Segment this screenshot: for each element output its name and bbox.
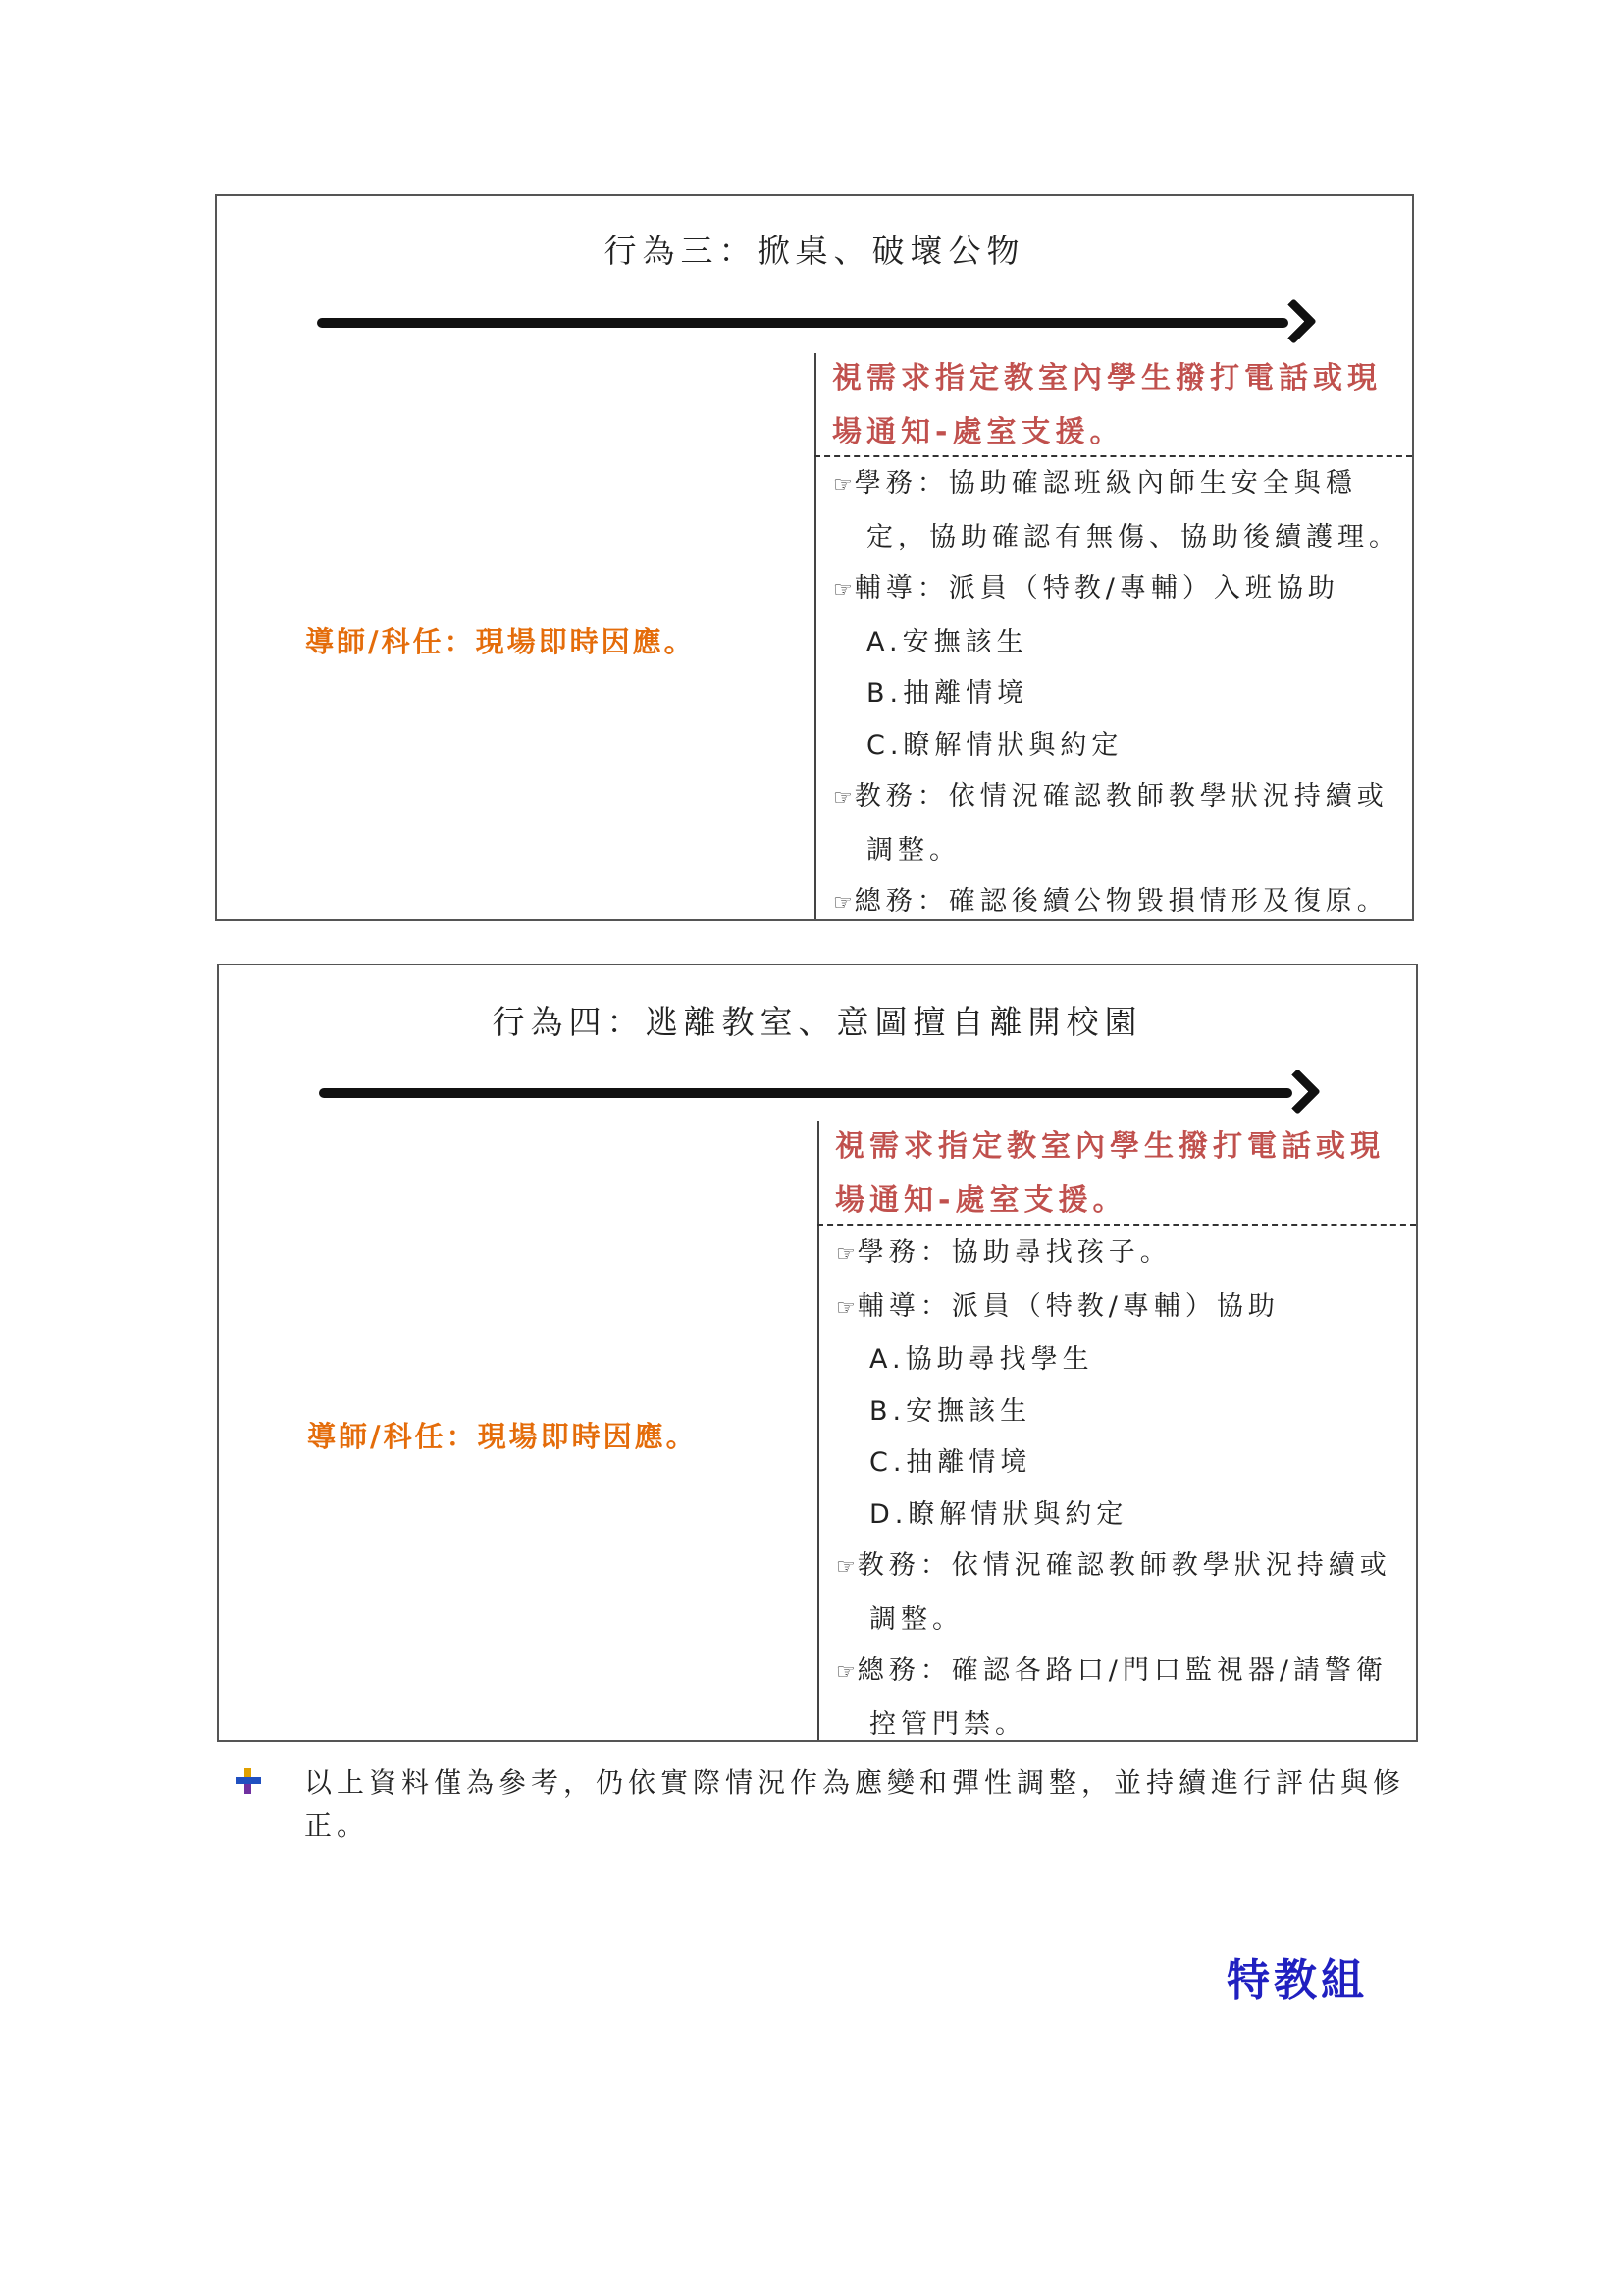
disclaimer-note: 以上資料僅為參考，仍依實際情況作為應變和彈性調整，並持續進行評估與修正。 bbox=[304, 1766, 1406, 1842]
list-item bbox=[833, 720, 1400, 772]
arrow-right-icon bbox=[319, 1088, 1292, 1098]
signature: 特教組 bbox=[1227, 1956, 1368, 2006]
list-item-text: C.抽離情境 bbox=[869, 1447, 1032, 1478]
list-item bbox=[833, 668, 1400, 720]
list-item-text: 教務：依情況確認教師教學狀況持續或 bbox=[854, 781, 1388, 811]
behavior-four-box bbox=[217, 964, 1418, 1742]
list-item-text: C.瞭解情狀與約定 bbox=[866, 729, 1124, 760]
list-item bbox=[836, 1699, 1391, 1751]
column-divider bbox=[814, 353, 816, 919]
list-item bbox=[836, 1540, 1391, 1594]
list-item bbox=[836, 1594, 1391, 1646]
list-item bbox=[836, 1489, 1391, 1541]
behavior-three-box bbox=[215, 194, 1414, 921]
list-item-text: 調整。 bbox=[866, 834, 961, 865]
arrow-right-icon bbox=[317, 318, 1288, 328]
pointing-hand-icon: ☞ bbox=[836, 1555, 856, 1580]
pointing-hand-icon: ☞ bbox=[836, 1242, 856, 1267]
action-list bbox=[836, 1227, 1391, 1750]
plus-bullet-icon bbox=[234, 1766, 263, 1796]
section-title: 行為四：逃離教室、意圖擅自離開校園 bbox=[492, 1003, 1143, 1041]
pointing-hand-icon: ☞ bbox=[836, 1660, 856, 1685]
list-item-text: 學務：協助尋找孩子。 bbox=[857, 1237, 1172, 1268]
list-item-text: 總務：確認各路口/門口監視器/請警衛 bbox=[857, 1655, 1388, 1686]
list-item bbox=[836, 1437, 1391, 1489]
list-item bbox=[836, 1281, 1391, 1335]
teacher-response-label: 導師/科任：現場即時因應。 bbox=[307, 1420, 698, 1453]
list-item-text: 調整。 bbox=[869, 1603, 964, 1635]
list-item bbox=[836, 1645, 1391, 1699]
list-item-text: 定，協助確認有無傷、協助後續護理。 bbox=[866, 521, 1400, 552]
list-item-text: 輔導：派員（特教/專輔）協助 bbox=[857, 1290, 1280, 1322]
header-line: 視需求指定教室內學生撥打電話或現 bbox=[835, 1129, 1385, 1164]
list-item-text: 總務：確認後續公物毀損情形及復原。 bbox=[854, 886, 1388, 916]
action-list bbox=[833, 458, 1400, 930]
list-item bbox=[833, 458, 1400, 512]
list-item-text: 輔導：派員（特教/專輔）入班協助 bbox=[854, 573, 1339, 603]
list-item-text: 教務：依情況確認教師教學狀況持續或 bbox=[857, 1550, 1391, 1581]
list-item-text: 控管門禁。 bbox=[869, 1708, 1026, 1740]
list-item bbox=[833, 876, 1400, 930]
list-item bbox=[833, 617, 1400, 669]
list-item-text: B.抽離情境 bbox=[866, 678, 1029, 708]
support-header bbox=[832, 351, 1382, 459]
list-item bbox=[833, 563, 1400, 617]
list-item-text: A.安撫該生 bbox=[866, 626, 1028, 657]
list-item-text: 學務：協助確認班級內師生安全與穩 bbox=[854, 468, 1357, 498]
list-item bbox=[836, 1386, 1391, 1438]
list-item bbox=[833, 512, 1400, 564]
header-line: 場通知-處室支援。 bbox=[835, 1183, 1127, 1218]
pointing-hand-icon: ☞ bbox=[833, 891, 853, 915]
list-item bbox=[836, 1334, 1391, 1386]
pointing-hand-icon: ☞ bbox=[833, 473, 853, 497]
dashed-divider bbox=[814, 455, 1412, 457]
section-title: 行為三：掀桌、破壞公物 bbox=[603, 232, 1025, 270]
column-divider bbox=[817, 1121, 819, 1740]
header-line: 場通知-處室支援。 bbox=[832, 415, 1125, 449]
dashed-divider bbox=[817, 1224, 1416, 1226]
list-item bbox=[833, 825, 1400, 877]
list-item bbox=[836, 1227, 1391, 1281]
support-header bbox=[835, 1120, 1385, 1227]
pointing-hand-icon: ☞ bbox=[836, 1295, 856, 1321]
list-item-text: D.瞭解情狀與約定 bbox=[869, 1498, 1128, 1530]
list-item bbox=[833, 771, 1400, 825]
list-item-text: B.安撫該生 bbox=[869, 1395, 1032, 1427]
teacher-response-label: 導師/科任：現場即時因應。 bbox=[305, 625, 696, 658]
pointing-hand-icon: ☞ bbox=[833, 578, 853, 602]
pointing-hand-icon: ☞ bbox=[833, 786, 853, 810]
list-item-text: A.協助尋找學生 bbox=[869, 1344, 1094, 1375]
header-line: 視需求指定教室內學生撥打電話或現 bbox=[832, 361, 1382, 395]
